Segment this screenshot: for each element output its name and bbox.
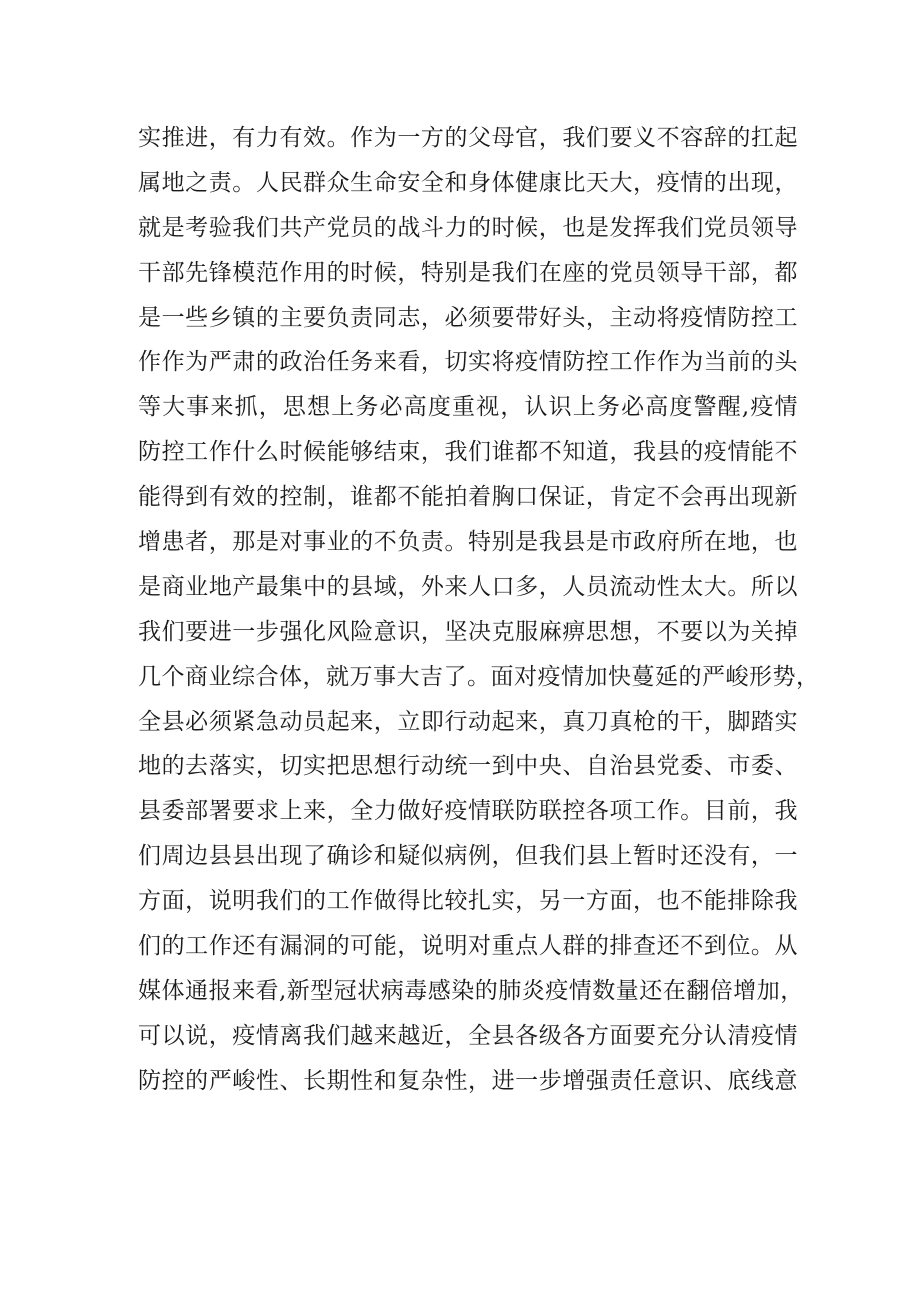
text-line: 就是考验我们共产党员的战斗力的时候，也是发挥我们党员领导 xyxy=(138,214,798,241)
text-line: 县委部署要求上来，全力做好疫情联防联控各项工作。目前，我 xyxy=(138,798,798,825)
text-line: 我们要进一步强化风险意识，坚决克服麻痹思想，不要以为关掉 xyxy=(138,618,798,645)
text-line: 防控的严峻性、长期性和复杂性，进一步增强责任意识、底线意 xyxy=(138,1067,798,1094)
text-line: 能得到有效的控制，谁都不能拍着胸口保证，肯定不会再出现新 xyxy=(138,484,798,511)
text-line: 实推进，有力有效。作为一方的父母官，我们要义不容辞的扛起 xyxy=(138,125,798,151)
text-line: 是商业地产最集中的县域，外来人口多，人员流动性太大。所以 xyxy=(138,573,798,600)
text-line: 地的去落实，切实把思想行动统一到中央、自治县党委、市委、 xyxy=(138,753,798,780)
text-line: 方面，说明我们的工作做得比较扎实，另一方面，也不能排除我 xyxy=(138,888,798,915)
text-line: 作作为严肃的政治任务来看，切实将疫情防控工作作为当前的头 xyxy=(138,349,798,376)
text-line: 几个商业综合体，就万事大吉了。面对疫情加快蔓延的严峻形势， xyxy=(138,663,820,690)
text-line: 可以说，疫情离我们越来越近，全县各级各方面要充分认清疫情 xyxy=(138,1022,798,1049)
text-line: 全县必须紧急动员起来，立即行动起来，真刀真枪的干，脚踏实 xyxy=(138,708,798,735)
text-line: 们周边县县出现了确诊和疑似病例，但我们县上暂时还没有，一 xyxy=(138,843,798,870)
text-line: 防控工作什么时候能够结束，我们谁都不知道，我县的疫情能不 xyxy=(138,439,798,466)
text-line: 属地之责。人民群众生命安全和身体健康比天大，疫情的出现， xyxy=(138,169,798,196)
text-line: 干部先锋模范作用的时候，特别是我们在座的党员领导干部，都 xyxy=(138,259,798,286)
text-line: 等大事来抓，思想上务必高度重视，认识上务必高度警醒,疫情 xyxy=(138,394,798,421)
text-line: 是一些乡镇的主要负责同志，必须要带好头，主动将疫情防控工 xyxy=(138,304,798,331)
text-line: 增患者，那是对事业的不负责。特别是我县是市政府所在地，也 xyxy=(138,529,798,556)
text-line: 们的工作还有漏洞的可能，说明对重点人群的排查还不到位。从 xyxy=(138,933,798,960)
body-text xyxy=(138,116,820,1104)
text-line: 媒体通报来看,新型冠状病毒感染的肺炎疫情数量还在翻倍增加， xyxy=(138,977,804,1004)
